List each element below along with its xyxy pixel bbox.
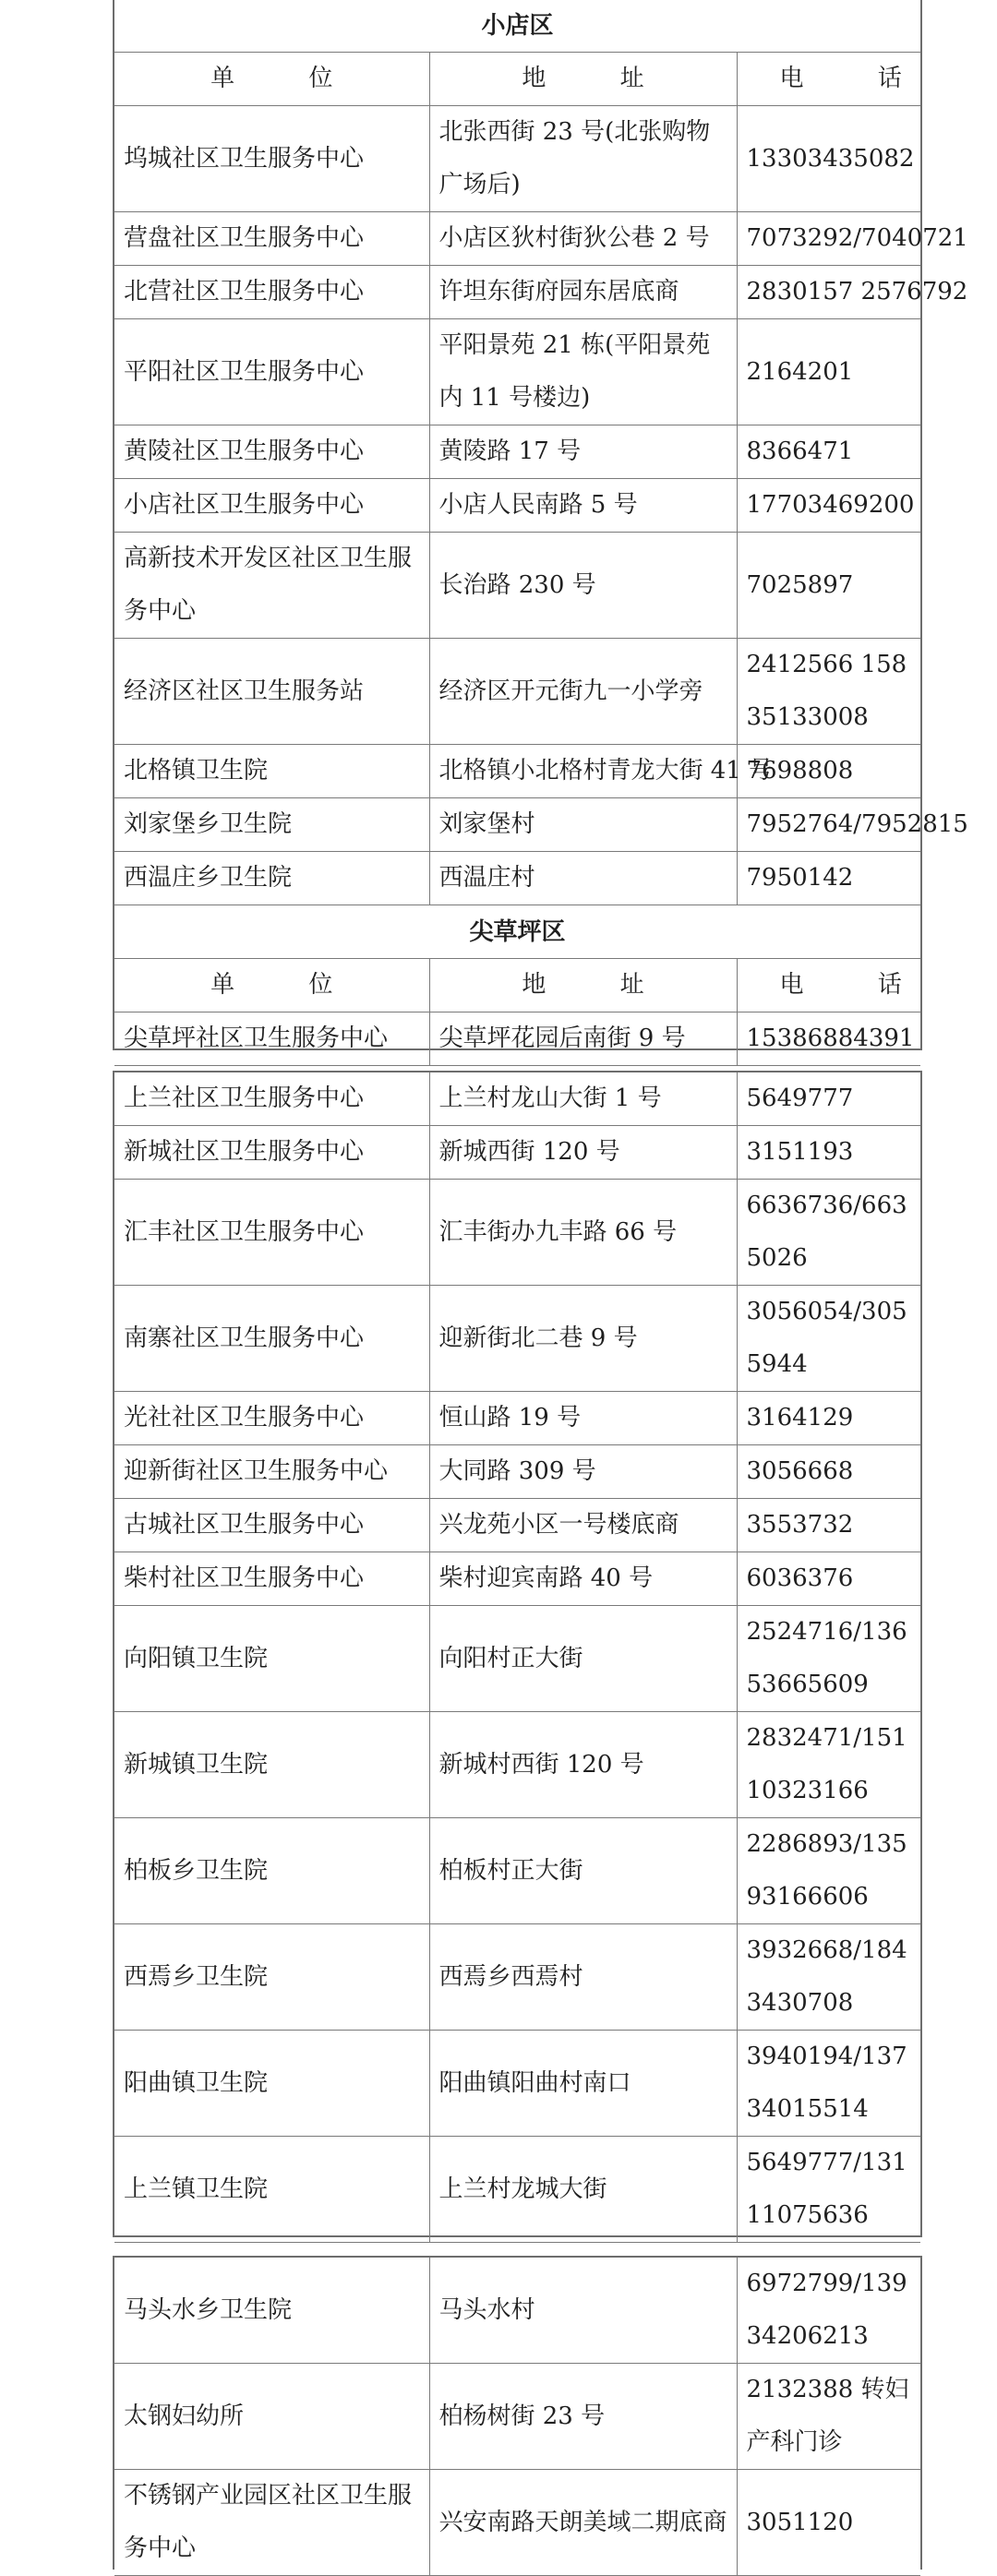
unit-cell: 上兰镇卫生院	[114, 2137, 429, 2243]
table-row	[114, 1552, 920, 1606]
table-row	[114, 266, 920, 319]
table-row	[114, 1072, 920, 1126]
phone-cell: 7025897	[737, 533, 920, 639]
column-header-address: 地 址	[429, 959, 737, 1012]
table-row	[114, 745, 920, 798]
unit-cell: 营盘社区卫生服务中心	[114, 212, 429, 266]
address-cell: 新城西街 120 号	[429, 1126, 737, 1180]
table-row	[114, 1924, 920, 2031]
unit-cell: 西焉乡卫生院	[114, 1924, 429, 2031]
table-row	[114, 1445, 920, 1499]
table-row	[114, 1499, 920, 1552]
phone-cell: 3932668/1843430708	[737, 1924, 920, 2031]
phone-cell: 6972799/13934206213	[737, 2258, 920, 2364]
phone-cell: 2164201	[737, 319, 920, 425]
table-row	[114, 2137, 920, 2243]
address-cell: 向阳村正大街	[429, 1606, 737, 1712]
address-cell: 柏杨树街 23 号	[429, 2364, 737, 2470]
table-row	[114, 2031, 920, 2137]
column-header-phone: 电 话	[737, 53, 920, 106]
phone-cell: 7950142	[737, 852, 920, 905]
column-header-unit: 单 位	[114, 959, 429, 1012]
unit-cell: 北营社区卫生服务中心	[114, 266, 429, 319]
address-cell: 新城村西街 120 号	[429, 1712, 737, 1818]
unit-cell: 不锈钢产业园区社区卫生服务中心	[114, 2470, 429, 2576]
table-row	[114, 1180, 920, 1286]
unit-cell: 上兰社区卫生服务中心	[114, 1072, 429, 1126]
phone-cell: 3553732	[737, 1499, 920, 1552]
phone-cell: 3940194/13734015514	[737, 2031, 920, 2137]
phone-cell: 7952764/7952815	[737, 798, 920, 852]
phone-cell: 3056668	[737, 1445, 920, 1499]
clinic-table-1	[114, 0, 968, 1066]
unit-cell: 黄陵社区卫生服务中心	[114, 425, 429, 479]
unit-cell: 迎新街社区卫生服务中心	[114, 1445, 429, 1499]
table-row	[114, 106, 920, 212]
region-title: 尖草坪区	[114, 905, 920, 959]
column-header-unit: 单 位	[114, 53, 429, 106]
address-cell: 黄陵路 17 号	[429, 425, 737, 479]
address-cell: 阳曲镇阳曲村南口	[429, 2031, 737, 2137]
unit-cell: 柴村社区卫生服务中心	[114, 1552, 429, 1606]
phone-cell: 6036376	[737, 1552, 920, 1606]
unit-cell: 平阳社区卫生服务中心	[114, 319, 429, 425]
address-cell: 小店区狄村街狄公巷 2 号	[429, 212, 737, 266]
table-row	[114, 1712, 920, 1818]
table-row	[114, 1126, 920, 1180]
table-block-3	[113, 2256, 922, 2570]
address-cell: 尖草坪花园后南街 9 号	[429, 1012, 737, 1066]
address-cell: 恒山路 19 号	[429, 1392, 737, 1445]
unit-cell: 北格镇卫生院	[114, 745, 429, 798]
table-row	[114, 319, 920, 425]
address-cell: 许坦东街府园东居底商	[429, 266, 737, 319]
address-cell: 北张西街 23 号(北张购物广场后)	[429, 106, 737, 212]
phone-cell: 6636736/6635026	[737, 1180, 920, 1286]
phone-cell: 2412566 15835133008	[737, 639, 920, 745]
phone-cell: 17703469200	[737, 479, 920, 533]
table-row	[114, 212, 920, 266]
region-title: 小店区	[114, 0, 920, 53]
unit-cell: 南寨社区卫生服务中心	[114, 1286, 429, 1392]
phone-cell: 5649777	[737, 1072, 920, 1126]
address-cell: 迎新街北二巷 9 号	[429, 1286, 737, 1392]
address-cell: 刘家堡村	[429, 798, 737, 852]
table-block-2	[113, 1071, 922, 2237]
address-cell: 西温庄村	[429, 852, 737, 905]
address-cell: 柏板村正大街	[429, 1818, 737, 1924]
address-cell: 兴龙苑小区一号楼底商	[429, 1499, 737, 1552]
address-cell: 西焉乡西焉村	[429, 1924, 737, 2031]
table-row	[114, 639, 920, 745]
phone-cell: 2830157 2576792	[737, 266, 920, 319]
address-cell: 大同路 309 号	[429, 1445, 737, 1499]
phone-cell: 2132388 转妇产科门诊	[737, 2364, 920, 2470]
table-row	[114, 2364, 920, 2470]
table-row	[114, 1392, 920, 1445]
address-cell: 柴村迎宾南路 40 号	[429, 1552, 737, 1606]
address-cell: 经济区开元街九一小学旁	[429, 639, 737, 745]
phone-cell: 2286893/13593166606	[737, 1818, 920, 1924]
phone-cell: 13303435082	[737, 106, 920, 212]
address-cell: 马头水村	[429, 2258, 737, 2364]
unit-cell: 向阳镇卫生院	[114, 1606, 429, 1712]
address-cell: 平阳景苑 21 栋(平阳景苑内 11 号楼边)	[429, 319, 737, 425]
address-cell: 北格镇小北格村青龙大街 41 号	[429, 745, 737, 798]
unit-cell: 光社社区卫生服务中心	[114, 1392, 429, 1445]
unit-cell: 西温庄乡卫生院	[114, 852, 429, 905]
phone-cell: 8366471	[737, 425, 920, 479]
address-cell: 小店人民南路 5 号	[429, 479, 737, 533]
table-row	[114, 798, 920, 852]
unit-cell: 汇丰社区卫生服务中心	[114, 1180, 429, 1286]
table-row	[114, 1606, 920, 1712]
unit-cell: 古城社区卫生服务中心	[114, 1499, 429, 1552]
table-row	[114, 479, 920, 533]
table-row	[114, 425, 920, 479]
clinic-table-3	[114, 2258, 920, 2576]
phone-cell: 3164129	[737, 1392, 920, 1445]
column-header-phone: 电 话	[737, 959, 920, 1012]
phone-cell: 5649777/13111075636	[737, 2137, 920, 2243]
table-row	[114, 1012, 920, 1066]
table-row	[114, 2470, 920, 2576]
table-row	[114, 533, 920, 639]
address-cell: 兴安南路天朗美域二期底商	[429, 2470, 737, 2576]
unit-cell: 尖草坪社区卫生服务中心	[114, 1012, 429, 1066]
table-row	[114, 1286, 920, 1392]
phone-cell: 15386884391	[737, 1012, 920, 1066]
address-cell: 上兰村龙山大街 1 号	[429, 1072, 737, 1126]
unit-cell: 柏板乡卫生院	[114, 1818, 429, 1924]
address-cell: 上兰村龙城大街	[429, 2137, 737, 2243]
address-cell: 长治路 230 号	[429, 533, 737, 639]
unit-cell: 高新技术开发区社区卫生服务中心	[114, 533, 429, 639]
phone-cell: 3151193	[737, 1126, 920, 1180]
clinic-table-2	[114, 1072, 920, 2243]
table-row	[114, 2258, 920, 2364]
phone-cell: 7073292/7040721	[737, 212, 920, 266]
table-block-1	[113, 0, 968, 1052]
unit-cell: 新城社区卫生服务中心	[114, 1126, 429, 1180]
unit-cell: 马头水乡卫生院	[114, 2258, 429, 2364]
table-row	[114, 852, 920, 905]
column-header-address: 地 址	[429, 53, 737, 106]
phone-cell: 2832471/15110323166	[737, 1712, 920, 1818]
table-row	[114, 1818, 920, 1924]
unit-cell: 小店社区卫生服务中心	[114, 479, 429, 533]
unit-cell: 新城镇卫生院	[114, 1712, 429, 1818]
unit-cell: 太钢妇幼所	[114, 2364, 429, 2470]
unit-cell: 经济区社区卫生服务站	[114, 639, 429, 745]
phone-cell: 3056054/3055944	[737, 1286, 920, 1392]
phone-cell: 2524716/13653665609	[737, 1606, 920, 1712]
phone-cell: 3051120	[737, 2470, 920, 2576]
unit-cell: 坞城社区卫生服务中心	[114, 106, 429, 212]
address-cell: 汇丰街办九丰路 66 号	[429, 1180, 737, 1286]
unit-cell: 阳曲镇卫生院	[114, 2031, 429, 2137]
unit-cell: 刘家堡乡卫生院	[114, 798, 429, 852]
phone-cell: 7698808	[737, 745, 920, 798]
